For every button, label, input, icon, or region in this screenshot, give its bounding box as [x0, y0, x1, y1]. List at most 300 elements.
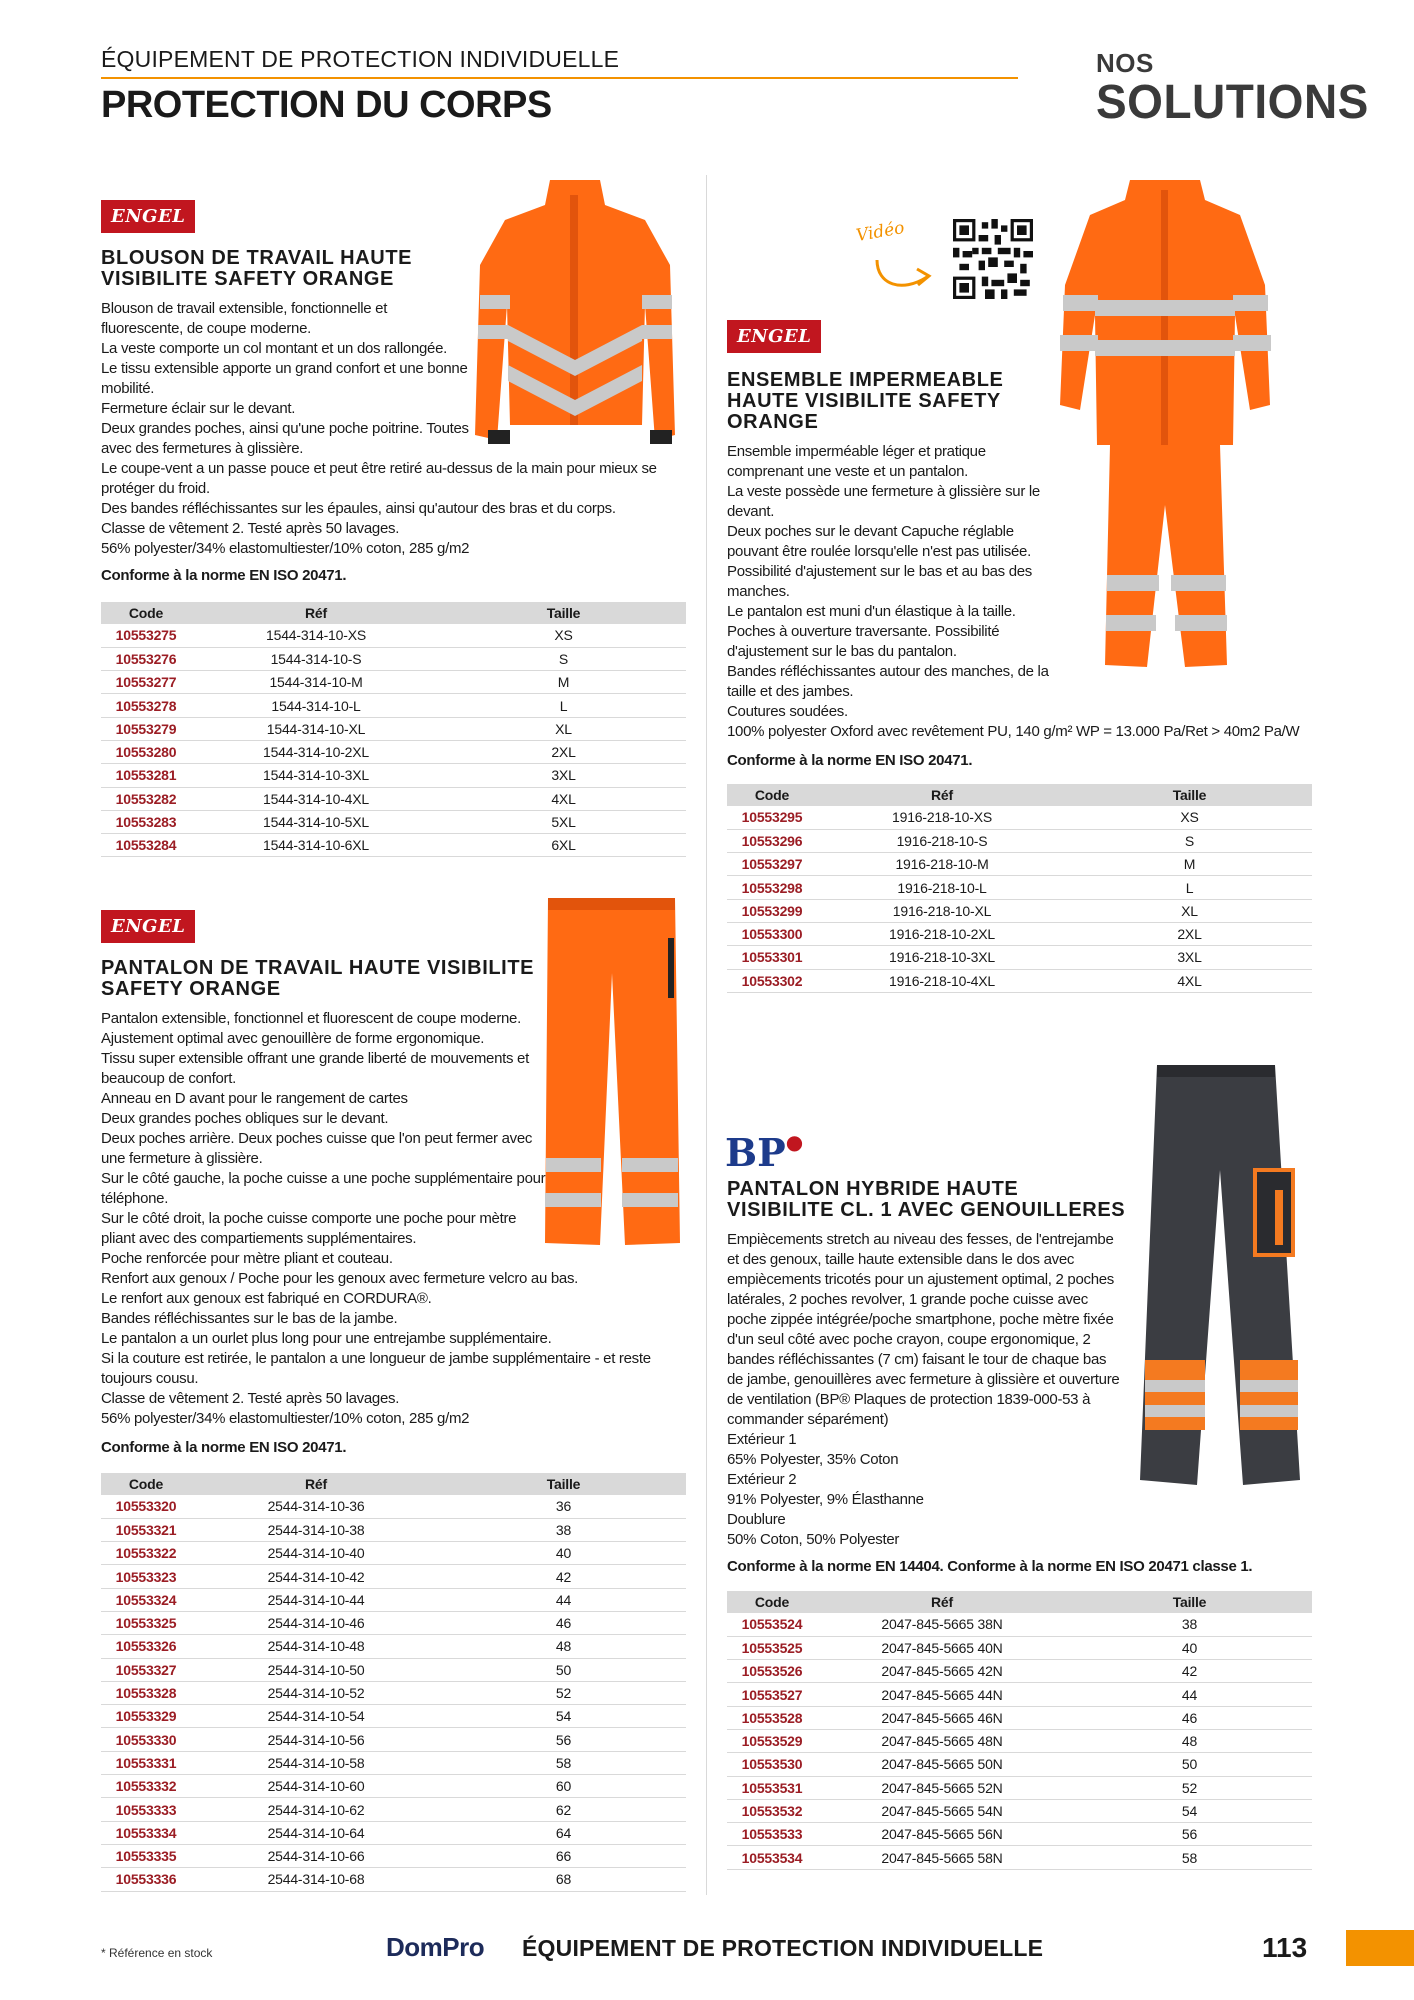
cell-code: 10553524	[727, 1613, 817, 1636]
brand-logo-engel: ENGEL	[101, 200, 195, 233]
cell-ref: 2544-314-10-50	[191, 1658, 441, 1681]
cell-ref: 1544-314-10-S	[191, 647, 441, 670]
cell-code: 10553282	[101, 787, 191, 810]
table-row	[101, 740, 686, 763]
table-row	[101, 764, 686, 787]
cell-size: S	[441, 647, 686, 670]
description-line: manches.	[727, 583, 790, 600]
table-row	[727, 853, 1312, 876]
product-title-line: PANTALON DE TRAVAIL HAUTE VISIBILITE	[101, 957, 535, 979]
description-line: Empiècements stretch au niveau des fesses, de l'entrejambe	[727, 1231, 1114, 1248]
col-ref: Réf	[191, 1473, 441, 1495]
cell-ref: 2047-845-5665 44N	[817, 1683, 1067, 1706]
cell-size: 50	[441, 1658, 686, 1681]
cell-ref: 2544-314-10-40	[191, 1542, 441, 1565]
cell-ref: 1544-314-10-M	[191, 671, 441, 694]
cell-code: 10553531	[727, 1776, 817, 1799]
col-code: Code	[727, 1591, 817, 1613]
cell-code: 10553275	[101, 624, 191, 647]
cell-size: 36	[441, 1495, 686, 1518]
cell-code: 10553527	[727, 1683, 817, 1706]
norm-statement: Conforme à la norme EN ISO 20471.	[101, 1439, 347, 1456]
cell-size: M	[1067, 853, 1312, 876]
table-row	[101, 1775, 686, 1798]
table-row	[101, 1518, 686, 1541]
dompro-logo: DomPro	[386, 1932, 485, 1962]
description-line: devant.	[727, 503, 775, 520]
table-row	[101, 1681, 686, 1704]
col-size: Taille	[1067, 1591, 1312, 1613]
video-label: Vidéo	[854, 217, 906, 247]
cell-size: 5XL	[441, 810, 686, 833]
description-line: Extérieur 1	[727, 1431, 797, 1448]
product-title-line: BLOUSON DE TRAVAIL HAUTE	[101, 247, 413, 269]
table-row	[727, 806, 1312, 829]
description-line: Extérieur 2	[727, 1471, 797, 1488]
description-line: empiècements tricotés pour un ajustement optimal, 2 poches	[727, 1271, 1114, 1288]
description-line: Blouson de travail extensible, fonctionnelle et	[101, 300, 388, 317]
description-line: Ensemble imperméable léger et pratique	[727, 443, 986, 460]
cell-size: L	[1067, 876, 1312, 899]
description-line: Le pantalon est muni d'un élastique à la taille.	[727, 603, 1016, 620]
cell-code: 10553336	[101, 1868, 191, 1891]
cell-ref: 1916-218-10-L	[817, 876, 1067, 899]
product-table	[727, 784, 1312, 993]
description-line: Poche renforcée pour mètre pliant et couteau.	[101, 1250, 393, 1267]
cell-ref: 2544-314-10-62	[191, 1798, 441, 1821]
cell-ref: 1544-314-10-2XL	[191, 740, 441, 763]
cell-code: 10553301	[727, 946, 817, 969]
description-line: 100% polyester Oxford avec revêtement PU, 140 g/m² WP = 13.000 Pa/Ret > 40m2 Pa/W	[727, 723, 1300, 740]
col-ref: Réf	[817, 1591, 1067, 1613]
cell-code: 10553330	[101, 1728, 191, 1751]
cell-ref: 2047-845-5665 38N	[817, 1613, 1067, 1636]
cell-size: 6XL	[441, 834, 686, 857]
cell-code: 10553325	[101, 1611, 191, 1634]
col-code: Code	[101, 602, 191, 624]
product-description	[727, 442, 1299, 742]
cell-size: 60	[441, 1775, 686, 1798]
cell-code: 10553530	[727, 1753, 817, 1776]
cell-code: 10553277	[101, 671, 191, 694]
norm-statement: Conforme à la norme EN 14404. Conforme à la norme EN ISO 20471 classe 1.	[727, 1558, 1253, 1575]
cell-code: 10553332	[101, 1775, 191, 1798]
description-line: La veste possède une fermeture à glissière sur le	[727, 483, 1040, 500]
cell-size: 40	[441, 1542, 686, 1565]
table-row	[727, 1613, 1312, 1636]
brand-logo-bp: BP●	[725, 1130, 804, 1175]
cell-code: 10553280	[101, 740, 191, 763]
description-line: et des genoux, taille haute extensible dans le dos avec	[727, 1251, 1075, 1268]
section-subtitle: ÉQUIPEMENT DE PROTECTION INDIVIDUELLE	[101, 46, 620, 72]
cell-code: 10553329	[101, 1705, 191, 1728]
cell-ref: 2047-845-5665 58N	[817, 1846, 1067, 1869]
cell-ref: 2544-314-10-54	[191, 1705, 441, 1728]
col-size: Taille	[441, 602, 686, 624]
table-row	[101, 787, 686, 810]
product-title	[727, 1179, 1125, 1221]
cell-code: 10553324	[101, 1588, 191, 1611]
cell-size: 52	[441, 1681, 686, 1704]
table-row	[727, 899, 1312, 922]
hybrid-trousers-image	[1125, 1060, 1310, 1490]
table-row	[101, 1588, 686, 1611]
cell-ref: 2544-314-10-36	[191, 1495, 441, 1518]
product-title-line: PANTALON HYBRIDE HAUTE	[727, 1178, 1019, 1200]
cell-code: 10553525	[727, 1636, 817, 1659]
table-row	[101, 1635, 686, 1658]
cell-size: S	[1067, 829, 1312, 852]
norm-statement: Conforme à la norme EN ISO 20471.	[101, 567, 347, 584]
product-title-line: HAUTE VISIBILITE SAFETY	[727, 390, 1001, 412]
description-line: 65% Polyester, 35% Coton	[727, 1451, 899, 1468]
cell-ref: 1916-218-10-2XL	[817, 922, 1067, 945]
table-row	[101, 810, 686, 833]
table-row	[101, 671, 686, 694]
cell-ref: 2047-845-5665 48N	[817, 1729, 1067, 1752]
table-row	[101, 1705, 686, 1728]
table-row	[727, 876, 1312, 899]
col-ref: Réf	[817, 784, 1067, 806]
description-line: Des bandes réfléchissantes sur les épaules, ainsi qu'autour des bras et du corps.	[101, 500, 616, 517]
cell-ref: 2544-314-10-48	[191, 1635, 441, 1658]
table-row	[727, 1753, 1312, 1776]
cell-code: 10553528	[727, 1706, 817, 1729]
cell-code: 10553333	[101, 1798, 191, 1821]
cell-code: 10553320	[101, 1495, 191, 1518]
table-row	[101, 1542, 686, 1565]
table-row	[101, 1751, 686, 1774]
nos-label: NOS	[1096, 48, 1154, 78]
cell-code: 10553532	[727, 1799, 817, 1822]
cell-code: 10553278	[101, 694, 191, 717]
product-title	[101, 958, 534, 1000]
cell-size: 46	[441, 1611, 686, 1634]
description-line: Bandes réfléchissantes sur le bas de la jambe.	[101, 1310, 398, 1327]
cell-code: 10553326	[101, 1635, 191, 1658]
table-row	[101, 834, 686, 857]
cell-code: 10553295	[727, 806, 817, 829]
brand-logo-engel: ENGEL	[727, 320, 821, 353]
cell-ref: 2544-314-10-66	[191, 1844, 441, 1867]
description-line: Sur le côté gauche, la poche cuisse a une poche supplémentaire pour	[101, 1170, 546, 1187]
col-ref: Réf	[191, 602, 441, 624]
table-row	[101, 694, 686, 717]
table-row	[101, 1798, 686, 1821]
description-line: de ventilation (BP® Plaques de protection 1839-000-53 à	[727, 1391, 1091, 1408]
page-title: PROTECTION DU CORPS	[101, 84, 552, 126]
qr-code-icon[interactable]	[953, 219, 1033, 299]
cell-ref: 2047-845-5665 54N	[817, 1799, 1067, 1822]
table-row	[101, 1495, 686, 1518]
product-title-line: ORANGE	[727, 411, 819, 433]
description-line: bandes réfléchissantes (7 cm) faisant le tour de chaque bas	[727, 1351, 1107, 1368]
cell-ref: 1544-314-10-4XL	[191, 787, 441, 810]
norm-statement: Conforme à la norme EN ISO 20471.	[727, 752, 973, 769]
description-line: Coutures soudées.	[727, 703, 848, 720]
description-line: commander séparément)	[727, 1411, 889, 1428]
product-title-line: SAFETY ORANGE	[101, 978, 281, 1000]
description-line: Tissu super extensible offrant une grande liberté de mouvements et	[101, 1050, 529, 1067]
page-tab	[1346, 1930, 1414, 1966]
table-row	[101, 624, 686, 647]
cell-size: 62	[441, 1798, 686, 1821]
cell-ref: 2047-845-5665 40N	[817, 1636, 1067, 1659]
cell-code: 10553533	[727, 1823, 817, 1846]
cell-code: 10553328	[101, 1681, 191, 1704]
cell-ref: 2544-314-10-44	[191, 1588, 441, 1611]
cell-size: 54	[441, 1705, 686, 1728]
cell-size: 4XL	[441, 787, 686, 810]
description-line: Sur le côté droit, la poche cuisse comporte une poche pour mètre	[101, 1210, 517, 1227]
cell-ref: 1544-314-10-XL	[191, 717, 441, 740]
cell-ref: 2047-845-5665 56N	[817, 1823, 1067, 1846]
cell-ref: 1916-218-10-XL	[817, 899, 1067, 922]
cell-size: 38	[1067, 1613, 1312, 1636]
cell-code: 10553331	[101, 1751, 191, 1774]
cell-code: 10553283	[101, 810, 191, 833]
cell-code: 10553302	[727, 969, 817, 992]
description-line: 91% Polyester, 9% Élasthanne	[727, 1491, 924, 1508]
description-line: Pantalon extensible, fonctionnel et fluorescent de coupe moderne.	[101, 1010, 521, 1027]
table-row	[727, 1846, 1312, 1869]
product-title	[727, 370, 1003, 433]
description-line: fluorescente, de coupe moderne.	[101, 320, 312, 337]
description-line: Deux poches sur le devant Capuche réglable	[727, 523, 1014, 540]
cell-size: 50	[1067, 1753, 1312, 1776]
description-line: beaucoup de confort.	[101, 1070, 236, 1087]
table-row	[727, 1683, 1312, 1706]
product-table	[101, 1473, 686, 1892]
cell-size: L	[441, 694, 686, 717]
cell-size: 58	[441, 1751, 686, 1774]
description-line: Deux grandes poches, ainsi qu'une poche poitrine. Toutes	[101, 420, 469, 437]
description-line: téléphone.	[101, 1190, 169, 1207]
cell-ref: 2544-314-10-38	[191, 1518, 441, 1541]
cell-ref: 2047-845-5665 50N	[817, 1753, 1067, 1776]
cell-ref: 2544-314-10-64	[191, 1821, 441, 1844]
description-line: 50% Coton, 50% Polyester	[727, 1531, 900, 1548]
product-description	[727, 1230, 1119, 1550]
cell-size: 2XL	[1067, 922, 1312, 945]
cell-size: 3XL	[441, 764, 686, 787]
trousers-image	[540, 893, 682, 1248]
table-row	[101, 1844, 686, 1867]
col-size: Taille	[1067, 784, 1312, 806]
footnote: * Référence en stock	[101, 1946, 213, 1960]
table-row	[727, 922, 1312, 945]
cell-code: 10553526	[727, 1660, 817, 1683]
description-line: Fermeture éclair sur le devant.	[101, 400, 296, 417]
cell-code: 10553300	[727, 922, 817, 945]
description-line: pliant avec des compartiements supplémentaires.	[101, 1230, 417, 1247]
cell-code: 10553279	[101, 717, 191, 740]
description-line: taille et des jambes.	[727, 683, 854, 700]
cell-ref: 2047-845-5665 42N	[817, 1660, 1067, 1683]
arrow-icon	[872, 255, 934, 295]
description-line: La veste comporte un col montant et un dos rallongée.	[101, 340, 447, 357]
table-row	[727, 946, 1312, 969]
cell-size: 48	[1067, 1729, 1312, 1752]
cell-code: 10553322	[101, 1542, 191, 1565]
cell-ref: 1544-314-10-6XL	[191, 834, 441, 857]
cell-size: 44	[1067, 1683, 1312, 1706]
cell-size: 48	[441, 1635, 686, 1658]
table-row	[727, 1706, 1312, 1729]
page-number: 113	[1262, 1932, 1308, 1963]
column-divider	[706, 175, 707, 1895]
description-line: Classe de vêtement 2. Testé après 50 lavages.	[101, 1390, 400, 1407]
cell-size: 68	[441, 1868, 686, 1891]
description-line: pouvant être roulée lorsqu'elle n'est pas utilisée.	[727, 543, 1031, 560]
table-row	[101, 1728, 686, 1751]
cell-size: 56	[1067, 1823, 1312, 1846]
cell-size: XS	[1067, 806, 1312, 829]
description-line: 56% polyester/34% elastomultiester/10% coton, 285 g/m2	[101, 540, 470, 557]
description-line: Le pantalon a un ourlet plus long pour une entrejambe supplémentaire.	[101, 1330, 552, 1347]
description-line: Anneau en D avant pour le rangement de cartes	[101, 1090, 408, 1107]
cell-size: XS	[441, 624, 686, 647]
product-title	[101, 248, 412, 290]
description-line: Doublure	[727, 1511, 786, 1528]
cell-size: 42	[441, 1565, 686, 1588]
description-line: Ajustement optimal avec genouillère de forme ergonomique.	[101, 1030, 485, 1047]
description-line: mobilité.	[101, 380, 155, 397]
cell-ref: 2544-314-10-68	[191, 1868, 441, 1891]
description-line: protéger du froid.	[101, 480, 210, 497]
cell-code: 10553334	[101, 1821, 191, 1844]
description-line: une fermeture à glissière.	[101, 1150, 263, 1167]
description-line: Possibilité d'ajustement sur le bas et au bas des	[727, 563, 1033, 580]
cell-size: 3XL	[1067, 946, 1312, 969]
cell-size: 52	[1067, 1776, 1312, 1799]
cell-ref: 1916-218-10-XS	[817, 806, 1067, 829]
cell-size: 4XL	[1067, 969, 1312, 992]
table-row	[727, 829, 1312, 852]
table-row	[727, 1823, 1312, 1846]
cell-code: 10553276	[101, 647, 191, 670]
cell-code: 10553534	[727, 1846, 817, 1869]
cell-code: 10553323	[101, 1565, 191, 1588]
cell-ref: 1544-314-10-3XL	[191, 764, 441, 787]
description-line: comprenant une veste et un pantalon.	[727, 463, 969, 480]
product-table	[101, 602, 686, 857]
footer-title: ÉQUIPEMENT DE PROTECTION INDIVIDUELLE	[522, 1935, 1044, 1961]
table-row	[101, 717, 686, 740]
cell-ref: 2544-314-10-52	[191, 1681, 441, 1704]
description-line: Le coupe-vent a un passe pouce et peut être retiré au-dessus de la main pour mieux se	[101, 460, 657, 477]
description-line: Renfort aux genoux / Poche pour les genoux avec fermeture velcro au bas.	[101, 1270, 579, 1287]
description-line: Le tissu extensible apporte un grand confort et une bonne	[101, 360, 468, 377]
product-title-line: ENSEMBLE IMPERMEABLE	[727, 369, 1004, 391]
cell-size: 58	[1067, 1846, 1312, 1869]
description-line: poche zippée intégrée/poche smartphone, poche mètre fixée	[727, 1311, 1114, 1328]
cell-size: 42	[1067, 1660, 1312, 1683]
description-line: latérales, 2 poches revolver, 1 grande poche cuisse avec	[727, 1291, 1088, 1308]
table-row	[727, 1660, 1312, 1683]
cell-code: 10553335	[101, 1844, 191, 1867]
table-row	[727, 1636, 1312, 1659]
table-row	[101, 1611, 686, 1634]
cell-code: 10553281	[101, 764, 191, 787]
cell-ref: 1916-218-10-M	[817, 853, 1067, 876]
cell-ref: 2047-845-5665 52N	[817, 1776, 1067, 1799]
table-row	[101, 1658, 686, 1681]
solutions-label: SOLUTIONS	[1096, 73, 1369, 129]
table-row	[727, 1729, 1312, 1752]
cell-code: 10553327	[101, 1658, 191, 1681]
cell-size: 40	[1067, 1636, 1312, 1659]
cell-ref: 1916-218-10-4XL	[817, 969, 1067, 992]
cell-code: 10553529	[727, 1729, 817, 1752]
cell-ref: 1544-314-10-XS	[191, 624, 441, 647]
cell-size: XL	[1067, 899, 1312, 922]
table-row	[101, 1868, 686, 1891]
cell-size: 54	[1067, 1799, 1312, 1822]
description-line: 56% polyester/34% elastomultiester/10% coton, 285 g/m2	[101, 1410, 470, 1427]
description-line: toujours cousu.	[101, 1370, 199, 1387]
cell-code: 10553321	[101, 1518, 191, 1541]
cell-ref: 1544-314-10-L	[191, 694, 441, 717]
cell-size: 64	[441, 1821, 686, 1844]
product-title-line: VISIBILITE CL. 1 AVEC GENOUILLERES	[727, 1199, 1126, 1221]
brand-logo-engel: ENGEL	[101, 910, 195, 943]
description-line: Le renfort aux genoux est fabriqué en CORDURA®.	[101, 1290, 432, 1307]
description-line: de jambe, genouillères avec fermeture à glissière et ouverture	[727, 1371, 1120, 1388]
table-row	[101, 647, 686, 670]
col-code: Code	[727, 784, 817, 806]
table-row	[727, 969, 1312, 992]
header-rule	[101, 77, 1018, 79]
cell-size: 66	[441, 1844, 686, 1867]
cell-size: 2XL	[441, 740, 686, 763]
cell-code: 10553299	[727, 899, 817, 922]
cell-size: XL	[441, 717, 686, 740]
description-line: Si la couture est retirée, le pantalon a une longueur de jambe supplémentaire - et reste	[101, 1350, 651, 1367]
description-line: Deux grandes poches obliques sur le devant.	[101, 1110, 389, 1127]
cell-ref: 1916-218-10-S	[817, 829, 1067, 852]
cell-ref: 1544-314-10-5XL	[191, 810, 441, 833]
description-line: Bandes réfléchissantes autour des manches, de la	[727, 663, 1049, 680]
table-row	[727, 1776, 1312, 1799]
product-title-line: VISIBILITE SAFETY ORANGE	[101, 268, 394, 290]
cell-code: 10553297	[727, 853, 817, 876]
cell-size: M	[441, 671, 686, 694]
table-row	[727, 1799, 1312, 1822]
cell-ref: 2544-314-10-42	[191, 1565, 441, 1588]
cell-size: 38	[441, 1518, 686, 1541]
table-row	[101, 1821, 686, 1844]
table-row	[101, 1565, 686, 1588]
cell-ref: 2544-314-10-46	[191, 1611, 441, 1634]
cell-size: 46	[1067, 1706, 1312, 1729]
description-line: d'un seul côté avec poche crayon, coupe ergonomique, 2	[727, 1331, 1091, 1348]
brand-logo-bp-text: BP	[725, 1130, 786, 1175]
cell-size: 44	[441, 1588, 686, 1611]
cell-ref: 2544-314-10-60	[191, 1775, 441, 1798]
cell-ref: 2544-314-10-58	[191, 1751, 441, 1774]
description-line: Deux poches arrière. Deux poches cuisse que l'on peut fermer avec	[101, 1130, 533, 1147]
description-line: Poches à ouverture traversante. Possibilité	[727, 623, 1000, 640]
description-line: Classe de vêtement 2. Testé après 50 lavages.	[101, 520, 400, 537]
jacket-image	[470, 175, 680, 450]
cell-code: 10553284	[101, 834, 191, 857]
cell-size: 56	[441, 1728, 686, 1751]
cell-ref: 2047-845-5665 46N	[817, 1706, 1067, 1729]
cell-ref: 1916-218-10-3XL	[817, 946, 1067, 969]
cell-ref: 2544-314-10-56	[191, 1728, 441, 1751]
col-size: Taille	[441, 1473, 686, 1495]
